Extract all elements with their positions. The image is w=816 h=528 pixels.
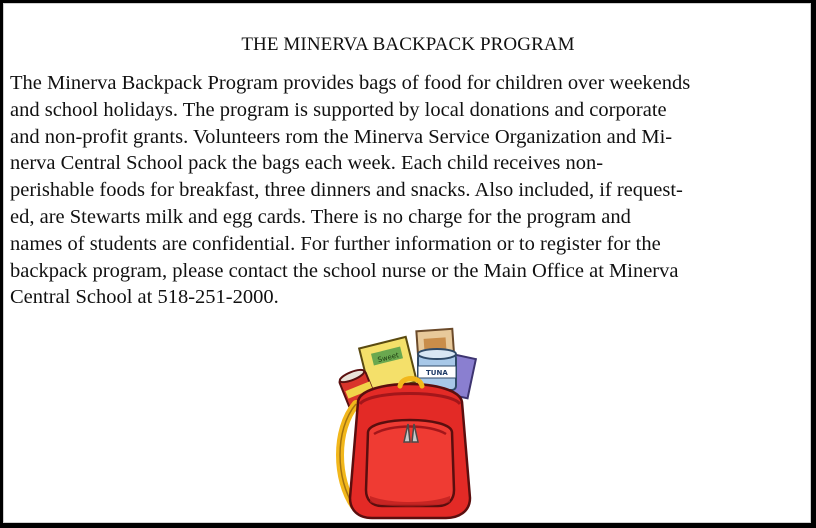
body-line: and non-profit grants. Volunteers rom the Minerva Service Organization and Mi- xyxy=(10,125,673,148)
body-paragraph xyxy=(10,70,811,311)
body-line: backpack program, please contact the school nurse or the Main Office at Minerva xyxy=(10,259,679,282)
body-line: ed, are Stewarts milk and egg cards. There is no charge for the program and xyxy=(10,205,631,228)
body-line: names of students are confidential. For further information or to register for the xyxy=(10,232,661,255)
body-line: perishable foods for breakfast, three dinners and snacks. Also included, if request- xyxy=(10,179,683,202)
can-label: TUNA xyxy=(426,369,448,377)
backpack-with-food-icon xyxy=(330,320,490,520)
body-line: nerva Central School pack the bags each week. Each child receives non- xyxy=(10,152,604,175)
body-line: and school holidays. The program is supported by local donations and corporate xyxy=(10,98,667,121)
document-page xyxy=(3,3,811,523)
body-line: The Minerva Backpack Program provides bags of food for children over weekends xyxy=(10,72,691,94)
page-title: THE MINERVA BACKPACK PROGRAM xyxy=(241,34,575,55)
body-line: Central School at 518-251-2000. xyxy=(10,286,279,309)
backpack-icon xyxy=(350,379,470,519)
box-label: Sweet xyxy=(376,351,400,365)
